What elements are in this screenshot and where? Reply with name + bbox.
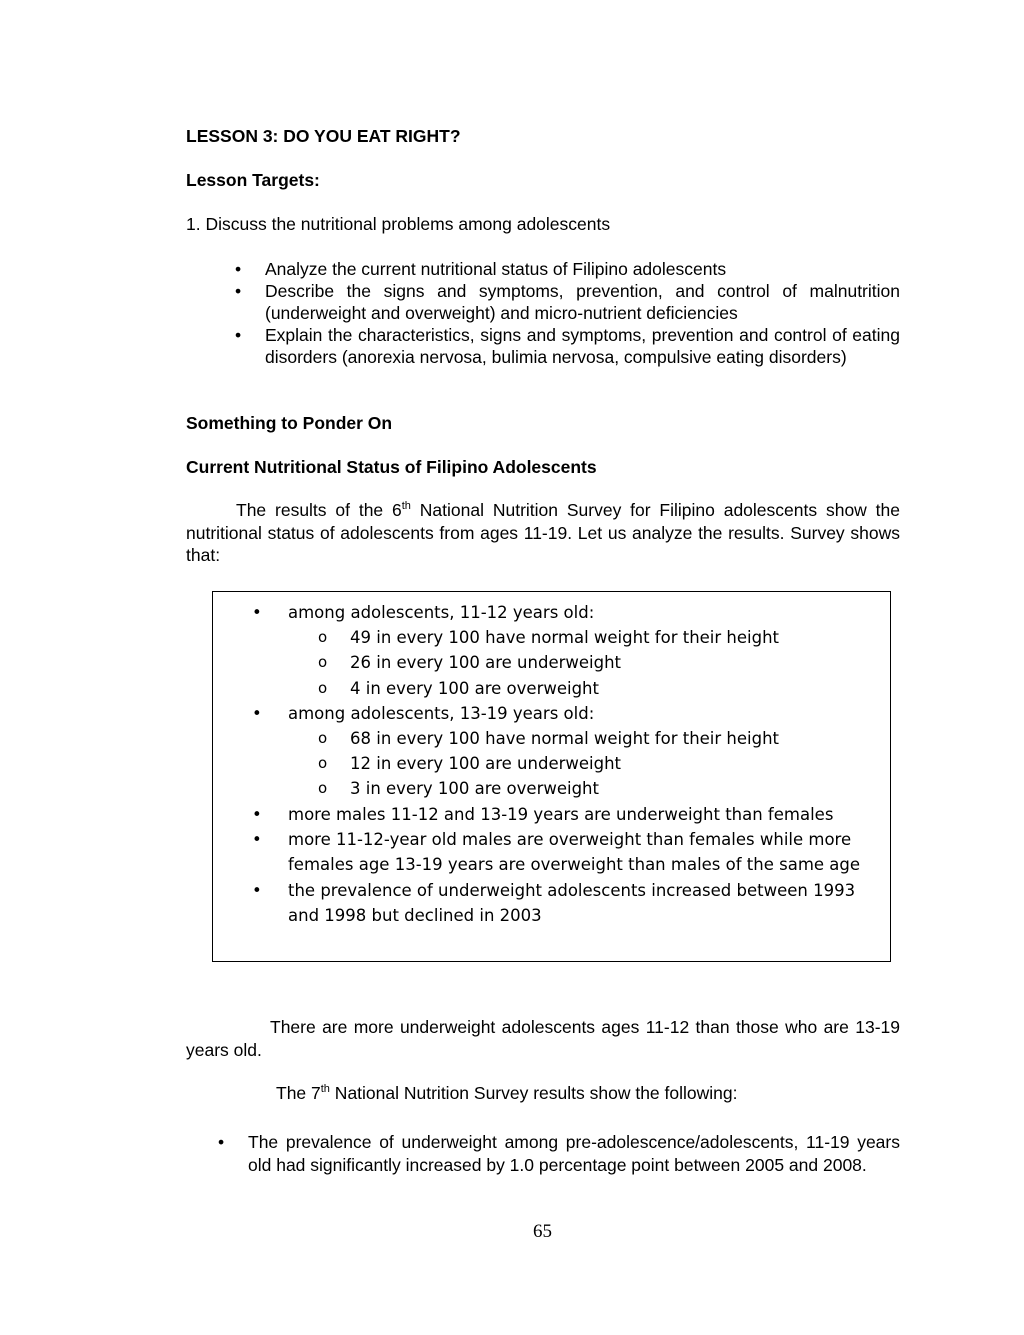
objectives-list xyxy=(235,258,900,368)
final-bullet-item: • The prevalence of underweight among pre-adolescence/adolescents, 11-19 years old had significantly increased by 1.0 percentage point between 2005 and 2008. xyxy=(218,1132,900,1175)
objective-item: • Explain the characteristics, signs and symptoms, prevention and control of eating disorders (anorexia nervosa, bulimia nervosa, compulsive eating disorders) xyxy=(235,325,900,367)
objective-item: • Describe the signs and symptoms, prevention, and control of malnutrition (underweight and overweight) and micro-nutrient deficiencies xyxy=(235,281,900,323)
sub-bullet-icon: o xyxy=(318,679,328,697)
ponder-heading: Something to Ponder On xyxy=(186,413,393,433)
sub-bullet-icon: o xyxy=(318,729,328,747)
lesson-title: LESSON 3: DO YOU EAT RIGHT? xyxy=(186,126,461,146)
sub-bullet-icon: o xyxy=(318,653,328,671)
status-heading: Current Nutritional Status of Filipino Adolescents xyxy=(186,457,597,477)
survey7-intro: The 7th National Nutrition Survey results show the following: xyxy=(276,1083,738,1103)
bullet-icon: • xyxy=(252,830,262,849)
sub-bullet-icon: o xyxy=(318,754,328,772)
bullet-icon: • xyxy=(235,281,242,301)
bullet-icon: • xyxy=(218,1132,225,1152)
sub-bullet-icon: o xyxy=(318,779,328,797)
bullet-icon: • xyxy=(252,881,262,900)
intro-paragraph: The results of the 6th National Nutrition Survey for Filipino adolescents show the nutritional status of adolescents from ages 11-19. Let us analyze the results. Survey shows that: xyxy=(186,500,900,565)
underweight-paragraph: There are more underweight adolescents ages 11-12 than those who are 13-19 years old. xyxy=(186,1017,900,1060)
target-item-1: 1. Discuss the nutritional problems among adolescents xyxy=(186,214,611,234)
lesson-targets-heading: Lesson Targets: xyxy=(186,170,320,190)
bullet-icon: • xyxy=(235,325,242,345)
page-number: 65 xyxy=(533,1221,552,1242)
bullet-icon: • xyxy=(252,704,262,723)
objective-item: • Analyze the current nutritional status of Filipino adolescents xyxy=(235,259,727,279)
bullet-icon: • xyxy=(235,259,242,279)
bullet-icon: • xyxy=(252,603,262,622)
sub-bullet-icon: o xyxy=(318,628,328,646)
bullet-icon: • xyxy=(252,805,262,824)
